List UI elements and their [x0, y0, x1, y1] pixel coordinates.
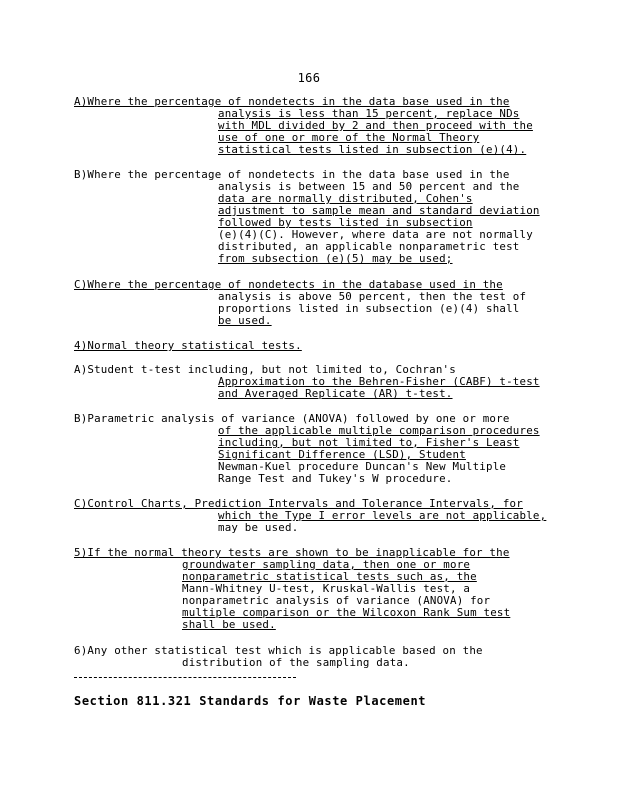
- text-line: A)Where the percentage of nondetects in the data base used in the: [74, 96, 510, 108]
- text-line: shall be used.: [182, 619, 276, 631]
- text-line: be used.: [218, 315, 272, 327]
- text-line: may be used.: [218, 522, 299, 534]
- text-line: (e)(4)(C). However, where data are not normally: [218, 229, 533, 241]
- text-line: Significant Difference (LSD), Student: [218, 449, 466, 461]
- text-line: Range Test and Tukey's W procedure.: [218, 473, 453, 485]
- paragraph-5-nonparametric: [74, 547, 552, 631]
- text-line: distribution of the sampling data.: [182, 657, 410, 669]
- text-line: Approximation to the Behren-Fisher (CABF) t-test: [218, 376, 540, 388]
- text-line: data are normally distributed, Cohen's: [218, 193, 473, 205]
- text-line: analysis is between 15 and 50 percent and the: [218, 181, 520, 193]
- paragraph-B-anova: [74, 413, 552, 485]
- text-line: nonparametric statistical tests such as, the: [182, 571, 477, 583]
- section-heading: Section 811.321 Standards for Waste Placement: [74, 694, 427, 708]
- paragraph-A-less-than-15: [74, 96, 552, 156]
- text-line: Newman-Kuel procedure Duncan's New Multiple: [218, 461, 507, 473]
- text-line: statistical tests listed in subsection (e)(4).: [218, 144, 527, 156]
- text-line: and Averaged Replicate (AR) t-test.: [218, 388, 453, 400]
- text-line: Mann-Whitney U-test, Kruskal-Wallis test, a: [182, 583, 471, 595]
- text-line: of the applicable multiple comparison procedures: [218, 425, 540, 437]
- text-line: distributed, an applicable nonparametric test: [218, 241, 520, 253]
- text-line: B)Where the percentage of nondetects in the data base used in the: [74, 169, 510, 181]
- paragraph-4-normal-theory-heading: [74, 340, 552, 352]
- text-line: 5)If the normal theory tests are shown to be inapplicable for the: [74, 547, 510, 559]
- text-line: including, but not limited to, Fisher's Least: [218, 437, 520, 449]
- text-line: 6)Any other statistical test which is applicable based on the: [74, 645, 483, 657]
- text-line: which the Type I error levels are not applicable,: [218, 510, 547, 522]
- text-line: with MDL divided by 2 and then proceed with the: [218, 120, 533, 132]
- text-line: proportions listed in subsection (e)(4) shall: [218, 303, 520, 315]
- text-line: adjustment to sample mean and standard deviation: [218, 205, 540, 217]
- text-line: C)Control Charts, Prediction Intervals and Tolerance Intervals, for: [74, 498, 523, 510]
- text-line: groundwater sampling data, then one or more: [182, 559, 471, 571]
- paragraph-C-above-50: [74, 279, 552, 327]
- text-line: B)Parametric analysis of variance (ANOVA) followed by one or more: [74, 413, 510, 425]
- text-line: analysis is above 50 percent, then the test of: [218, 291, 527, 303]
- text-line: 4)Normal theory statistical tests.: [74, 340, 302, 352]
- paragraph-C-control-charts: [74, 498, 552, 534]
- text-line: analysis is less than 15 percent, replace NDs: [218, 108, 520, 120]
- text-line: C)Where the percentage of nondetects in the database used in the: [74, 279, 503, 291]
- paragraph-A-student-t-test: [74, 364, 552, 400]
- text-line: from subsection (e)(5) may be used;: [218, 253, 453, 265]
- text-line: followed by tests listed in subsection: [218, 217, 473, 229]
- paragraph-6-other-tests: [74, 645, 552, 669]
- text-line: use of one or more of the Normal Theory: [218, 132, 480, 144]
- text-line: A)Student t-test including, but not limited to, Cochran's: [74, 364, 456, 376]
- text-line: multiple comparison or the Wilcoxon Rank Sum test: [182, 607, 511, 619]
- text-line: nonparametric analysis of variance (ANOVA) for: [182, 595, 491, 607]
- section-divider: [74, 677, 296, 678]
- page-number: 166: [297, 71, 321, 85]
- paragraph-B-15-to-50: [74, 169, 552, 265]
